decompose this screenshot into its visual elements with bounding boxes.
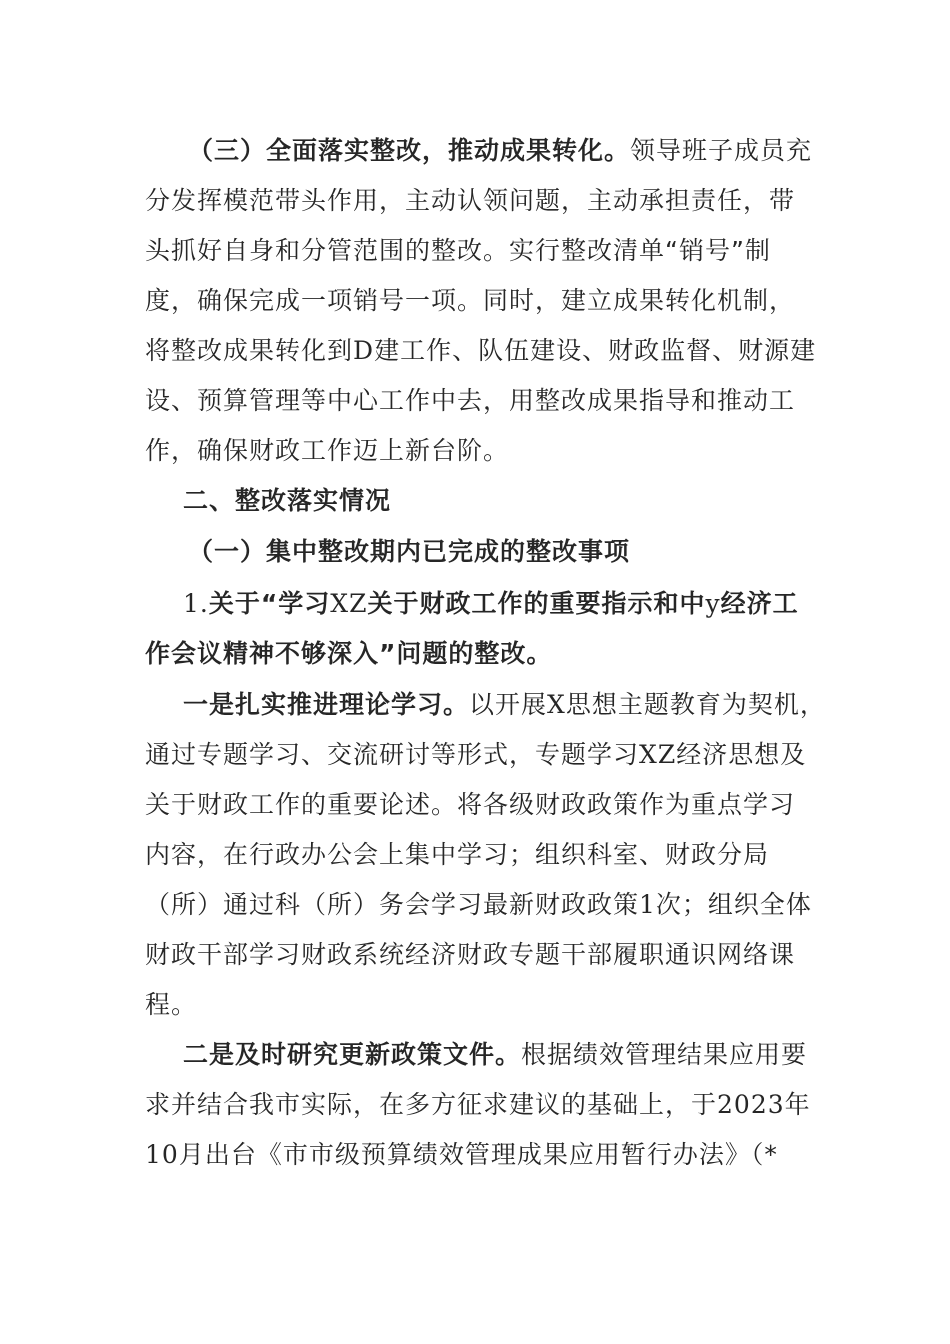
text-run: 程。 xyxy=(145,990,198,1019)
text-line xyxy=(145,281,950,321)
text-run: XZ xyxy=(330,589,368,618)
text-line xyxy=(183,685,950,725)
text-run: 度，确保完成一项销号一项。同时，建立成果转化机制， xyxy=(145,286,796,315)
text-run: 经济工 xyxy=(720,589,799,618)
text-run: 内容，在行政办公会上集中学习；组织科室、财政分局 xyxy=(145,840,770,869)
text-run: 分发挥模范带头作用，主动认领问题，主动承担责任，带 xyxy=(145,186,796,215)
text-run: 财政干部学习财政系统经济财政专题干部履职通识网络课 xyxy=(145,940,796,969)
text-line xyxy=(145,1085,950,1125)
text-run: 关于财政工作的重要论述。将各级财政政策作为重点学习 xyxy=(145,790,796,819)
text-run: （所）通过科（所）务会学习最新财政政策 xyxy=(145,890,640,919)
text-run: 经济思想及 xyxy=(676,740,807,769)
text-run: 10 xyxy=(145,1140,179,1169)
item-heading xyxy=(183,584,950,624)
text-run: 1 xyxy=(639,890,656,919)
text-run: 通过专题学习、交流研讨等形式，专题学习 xyxy=(145,740,640,769)
text-line xyxy=(145,181,950,221)
text-run: 二、整改落实情况 xyxy=(183,486,392,515)
text-run: 设、预算管理等中心工作中去，用整改成果指导和推动工 xyxy=(145,386,796,415)
text-run: 作，确保财政工作迈上新台阶。 xyxy=(145,436,510,465)
text-run: 次；组织全体 xyxy=(655,890,812,919)
text-run: 2023 xyxy=(717,1090,785,1119)
text-line xyxy=(145,1135,950,1175)
text-run: X xyxy=(547,690,566,719)
text-line xyxy=(145,835,950,875)
text-run: 作会议精神不够深入”问题的整改。 xyxy=(145,639,553,668)
text-run: 根据绩效管理结果应用要 xyxy=(521,1040,808,1069)
text-run: 以开展 xyxy=(469,690,548,719)
text-run: 关于财政工作的重要指示和中 xyxy=(367,589,706,618)
text-run: 领导班子成员充 xyxy=(630,136,813,165)
text-run: 关于“学习 xyxy=(208,589,331,618)
text-run: 1. xyxy=(183,589,209,618)
text-line xyxy=(145,885,950,925)
text-line xyxy=(145,431,950,471)
text-line xyxy=(183,1035,950,1075)
text-line xyxy=(145,985,950,1025)
text-run: y xyxy=(705,589,721,618)
text-run: 将整改成果转化到 xyxy=(145,336,354,365)
text-run: D xyxy=(353,336,375,365)
text-line xyxy=(188,131,950,171)
text-run: 头抓好自身和分管范围的整改。实行整改清单“销号”制 xyxy=(145,236,771,265)
subsection-heading xyxy=(188,532,950,572)
text-run: （三）全面落实整改，推动成果转化。 xyxy=(188,136,631,165)
text-run: 建工作、队伍建设、财政监督、财源建 xyxy=(374,336,817,365)
text-line xyxy=(145,231,950,271)
text-run: 思想主题教育为契机， xyxy=(565,690,826,719)
text-line xyxy=(145,735,950,775)
text-run: XZ xyxy=(639,740,677,769)
text-run: 年 xyxy=(784,1090,811,1119)
text-line xyxy=(145,331,950,371)
item-heading xyxy=(145,634,950,674)
text-line xyxy=(145,381,950,421)
text-line xyxy=(145,935,950,975)
section-heading xyxy=(183,481,950,521)
text-run: 月出台《市市级预算绩效管理成果应用暂行办法》（* xyxy=(178,1140,778,1169)
text-run: 一是扎实推进理论学习。 xyxy=(183,690,470,719)
text-run: 二是及时研究更新政策文件。 xyxy=(183,1040,522,1069)
text-run: （一）集中整改期内已完成的整改事项 xyxy=(188,537,631,566)
text-run: 求并结合我市实际，在多方征求建议的基础上，于 xyxy=(145,1090,718,1119)
text-line xyxy=(145,785,950,825)
